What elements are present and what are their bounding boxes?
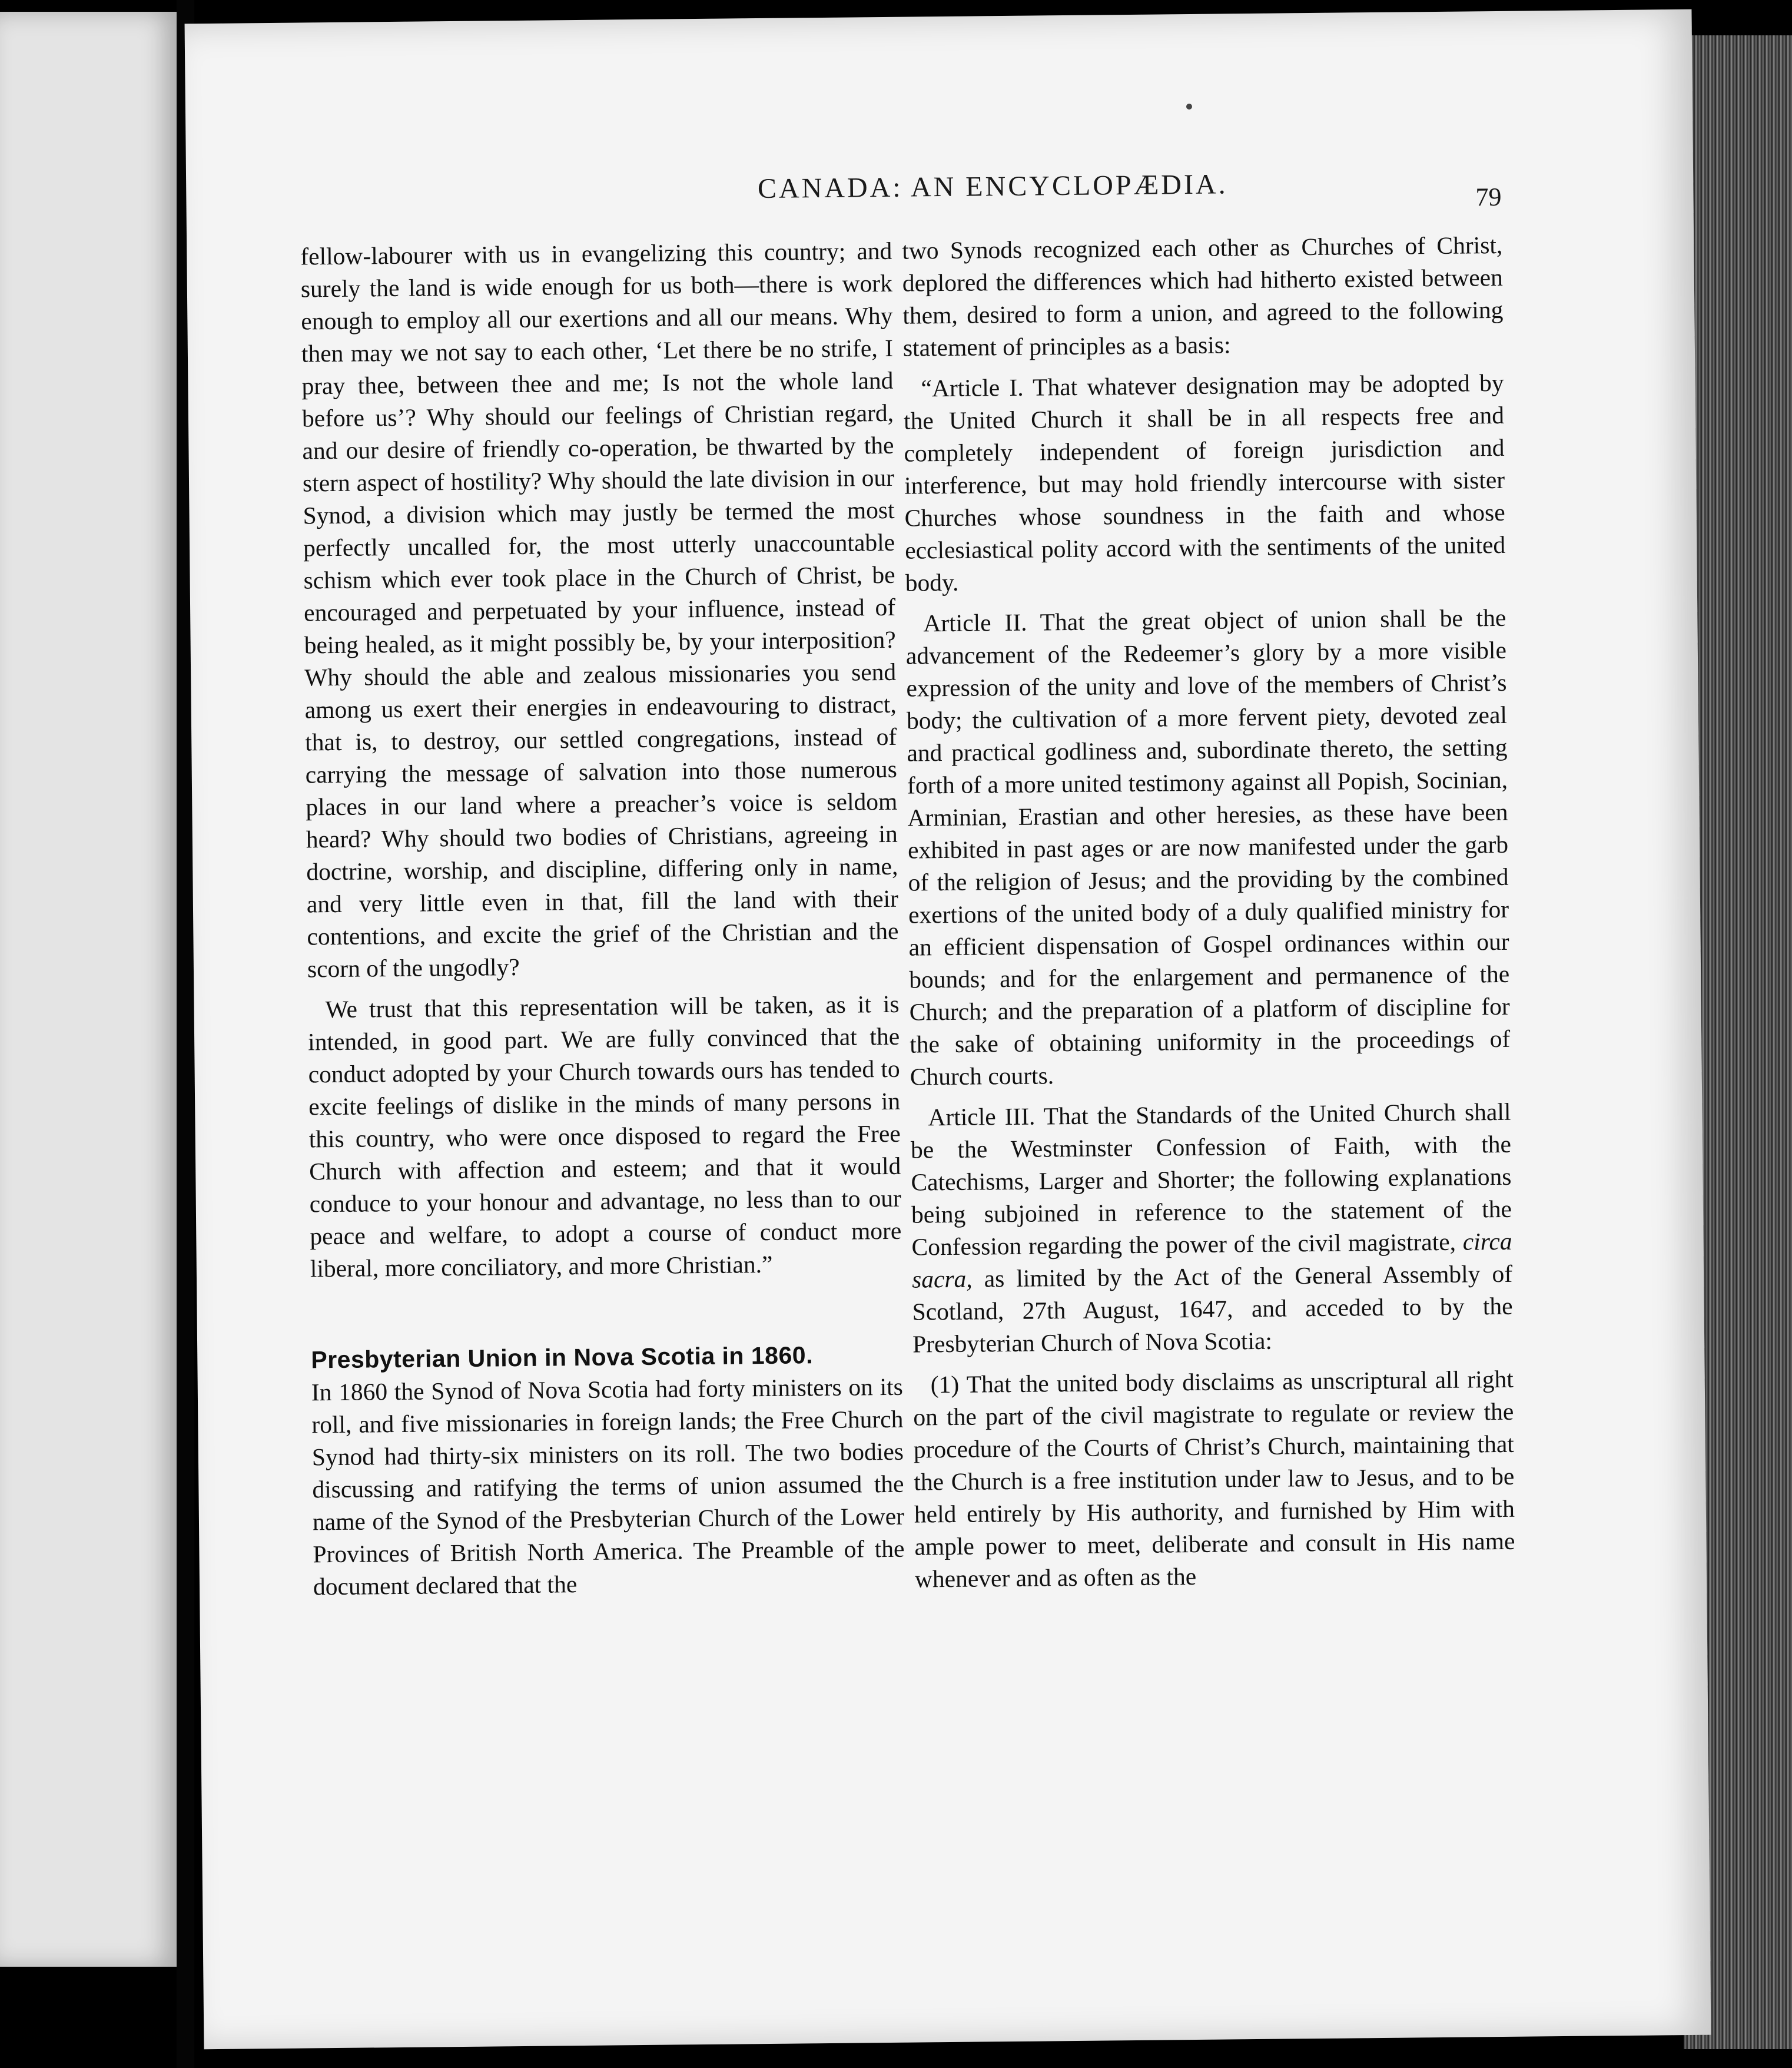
article-3-text: Article III. That the Standards of the United Church shall be the Westminster Confession of Faith, with the Catechisms, Larger and Shorter; the following explanations being subjoined in reference to the statement of the Confession regarding the power of the civil magistrate, <box>910 1098 1512 1261</box>
section-paragraph: In 1860 the Synod of Nova Scotia had forty ministers on its roll, and five missionaries in foreign lands; the Free Church Synod had thirty-six ministers on its roll. The two bodies discussing and ratifying the terms of union assumed the name of the Synod of the Presbyterian Church of the Lower Provinces of British North America. The Preamble of the document declared that the <box>311 1373 905 1600</box>
clause-1: (1) That the united body disclaims as unscriptural all right on the part of the civil magistrate to regulate or review the procedure of the Courts of Christ’s Church, maintaining that the Church is a free institution under law to Jesus, and to be held entirely by His authority, and furnished by Him with ample power to meet, deliberate and consult in His name whenever and as often as the <box>913 1365 1515 1593</box>
right-intro: two Synods recognized each other as Churches of Christ, deplored the differences which had hitherto existed between them, desired to form a union, and agreed to the following statement of principles as a basis: <box>902 231 1504 362</box>
article-1: “Article I. That whatever designation may be adopted by the United Church it shall be in all respects free and completely independent of foreign jurisdiction and interference, but may hold friendly intercourse with sister Churches whose soundness in the faith and whose ecclesiastical polity accord with the sentiments of the united body. <box>903 369 1506 596</box>
left-paragraph-1: fellow-labourer with us in evangelizing this country; and surely the land is wide enough for us both—there is work enough to employ all our exertions and all our means. Why then may we not say to each other, ‘Let there be no strife, I pray thee, between thee and me; Is not the whole land before us’? Why should our feelings of Christian regard, and our desire of friendly co-operation, be thwarted by the stern aspect of hostility? Why should the late division in our Synod, a division which may justly be termed the most perfectly uncalled for, the most utterly unaccountable schism which ever took place in the Church of Christ, be encouraged and perpetuated by your influence, instead of being healed, as it might possibly be, by your interposition? Why should the able and zealous missionaries you send among us exert their energies in endeavouring to distract, that is, to destroy, our settled congregations, instead of carrying the message of salvation into those numerous places in our land where a preacher’s voice is seldom heard? Why should two bodies of Christians, agreeing in doctrine, worship, and discipline, differing only in name, and very little even in that, fill the land with their contentions, and excite the grief of the Christian and the scorn of the ungodly? <box>300 237 899 983</box>
left-column <box>300 235 905 1603</box>
section-heading: Presbyterian Union in Nova Scotia in 1860. <box>311 1341 814 1374</box>
facing-page-edge <box>0 12 177 1967</box>
article-3 <box>910 1096 1513 1361</box>
page-number: 79 <box>1475 182 1502 212</box>
article-3-text-end: as limited by the Act of the General Assembly of Scotland, 27th August, 1647, and acceded to by the Presbyterian Church of Nova Scotia: <box>912 1260 1513 1358</box>
article-3-italic: circa sacra, <box>911 1227 1512 1293</box>
running-head: CANADA: AN ENCYCLOPÆDIA. <box>757 168 1228 205</box>
left-paragraph-2: We trust that this representation will be taken, as it is intended, in good part. We are fully convinced that the conduct adopted by your Church towards ours has tended to excite feelings of dislike in the minds of many persons in this country, who were once disposed to regard the Free Church with affection and esteem; and that it would conduce to your honour and advantage, no less than to our peace and welfare, to adopt a course of conduct more liberal, more conciliatory, and more Christian.” <box>307 990 902 1282</box>
right-column <box>902 229 1515 1596</box>
book-page <box>185 9 1711 2049</box>
article-2: Article II. That the great object of union shall be the advancement of the Redeemer’s glory by a more visible expression of the unity and love of the members of Christ’s body; the cultivation of a more fervent piety, devoted zeal and practical godliness and, subordinate thereto, the setting forth of a more united testimony against all Popish, Socinian, Arminian, Erastian and other heresies, as these have been exhibited in past ages or are now manifested under the garb of the religion of Jesus; and the providing by the combined exertions of the united body of a duly qualified ministry for an efficient dispensation of Gospel ordinances within our bounds; and for the enlargement and permanence of the Church; and the preparation of a platform of discipline for the sake of obtaining uniformity in the proceedings of Church courts. <box>905 604 1511 1091</box>
print-speck <box>1186 104 1192 110</box>
